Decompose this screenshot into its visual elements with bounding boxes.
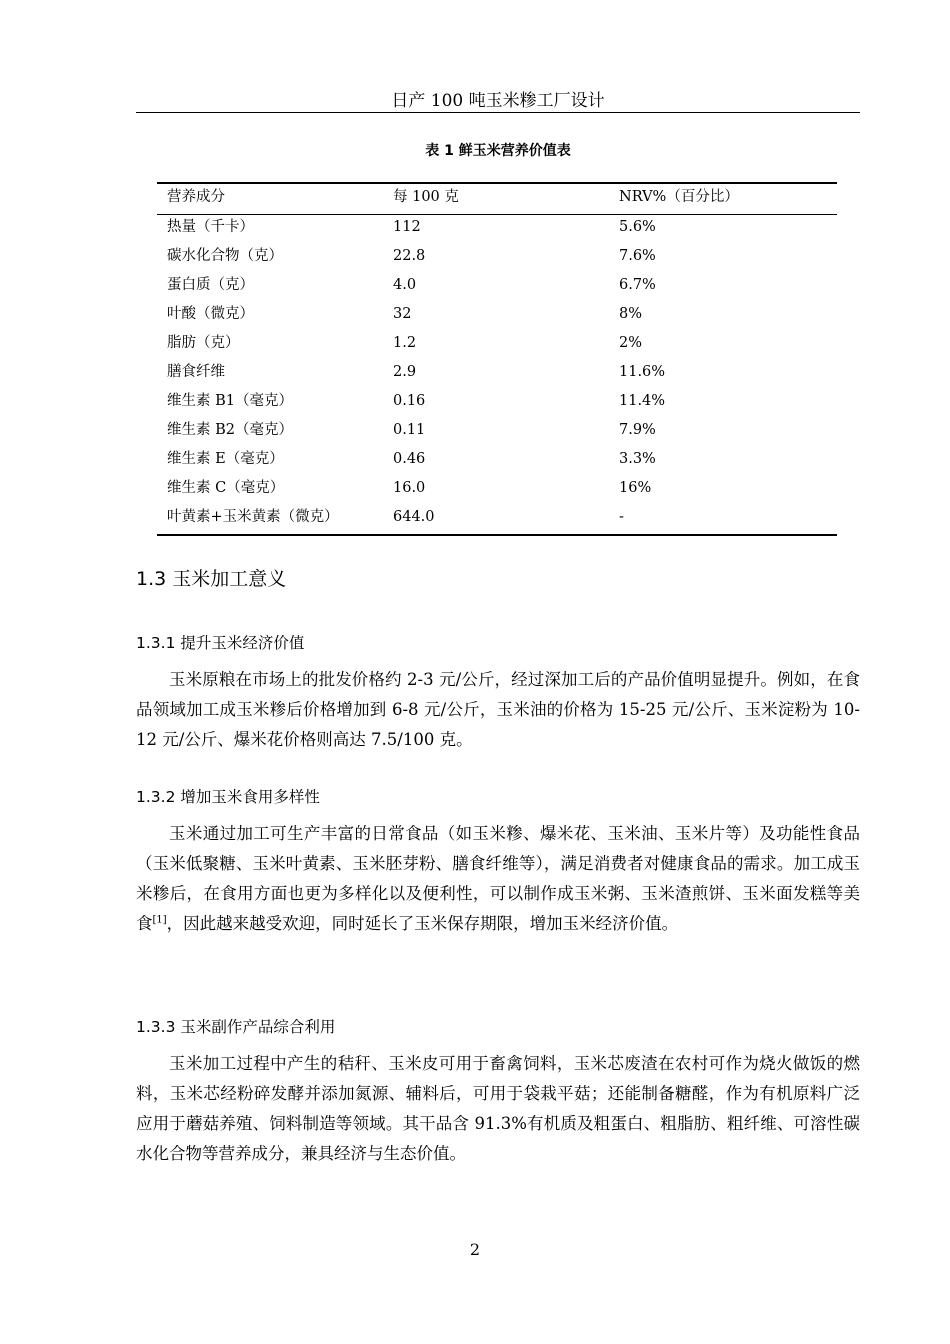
paragraph: 玉米加工过程中产生的秸秆、玉米皮可用于畜禽饲料，玉米芯废渣在农村可作为烧火做饭的燃料，玉米芯经粉碎发酵并添加氮源、辅料后，可用于袋栽平菇；还能制备糖醛，作为有机原料广泛应用于蘑菇养殖、饲料制造等领域。其干品含 91.3%有机质及粗蛋白、粗脂肪、粗纤维、可溶性碳水化合物等营养成分，兼具经济与生态价值。 [136, 1054, 860, 1163]
table-row [157, 331, 837, 360]
table-cell: 0.11 [393, 422, 426, 438]
table-row [157, 505, 837, 534]
table-cell: 8% [619, 306, 643, 322]
table-cell: 1.2 [393, 335, 417, 351]
citation: [1] [152, 914, 167, 926]
header-rule [136, 112, 860, 113]
nutrition-table [157, 182, 837, 536]
column-header: NRV%（百分比） [619, 189, 739, 205]
table-cell: 4.0 [393, 277, 417, 293]
table-cell: 维生素 B2（毫克） [167, 422, 293, 438]
table-row [157, 418, 837, 447]
paragraph [136, 819, 860, 939]
table-cell: 脂肪（克） [167, 335, 240, 351]
table-cell: 维生素 E（毫克） [167, 451, 284, 467]
column-header: 营养成分 [167, 189, 225, 205]
table-cell: 16.0 [393, 480, 426, 496]
subsection-heading: 1.3.1 提升玉米经济价值 [136, 634, 305, 652]
table-cell: 0.46 [393, 451, 426, 467]
table-cell: 0.16 [393, 393, 426, 409]
subsection-heading: 1.3.2 增加玉米食用多样性 [136, 788, 320, 806]
table-row [157, 244, 837, 273]
table-cell: 2% [619, 335, 643, 351]
table-row [157, 273, 837, 302]
table-cell: 16% [619, 480, 652, 496]
table-cell: 32 [393, 306, 412, 322]
table-row [157, 476, 837, 505]
table-cell: 叶黄素+玉米黄素（微克） [167, 509, 339, 525]
table-row [157, 360, 837, 389]
paragraph-text: ，因此越来越受欢迎，同时延长了玉米保存期限，增加玉米经济价值。 [166, 914, 679, 933]
table-cell: 热量（千卡） [167, 219, 254, 235]
table-cell: 碳水化合物（克） [167, 248, 283, 264]
table-caption: 表 1 鲜玉米营养价值表 [425, 143, 571, 159]
running-header: 日产 100 吨玉米糁工厂设计 [391, 91, 605, 111]
table-cell: 11.4% [619, 393, 666, 409]
paragraph-text: 玉米通过加工可生产丰富的日常食品（如玉米糁、爆米花、玉米油、玉米片等）及功能性食品（玉米低聚糖、玉米叶黄素、玉米胚芽粉、膳食纤维等），满足消费者对健康食品的需求。加工成玉米糁后，在食用方面也更为多样化以及便利性，可以制作成玉米粥、玉米渣煎饼、玉米面发糕等美食 [136, 824, 860, 933]
section-heading: 1.3 玉米加工意义 [136, 568, 287, 590]
table-cell: 644.0 [393, 509, 435, 525]
table-cell: 7.9% [619, 422, 656, 438]
table-cell: 22.8 [393, 248, 426, 264]
table-cell: 叶酸（微克） [167, 306, 254, 322]
table-row [157, 302, 837, 331]
column-header: 每 100 克 [393, 189, 459, 205]
table-cell: 2.9 [393, 364, 417, 380]
table-cell: 11.6% [619, 364, 666, 380]
table-cell: 112 [393, 219, 421, 235]
table-cell: 5.6% [619, 219, 656, 235]
table-row [157, 447, 837, 476]
table-cell: 3.3% [619, 451, 656, 467]
page-number: 2 [469, 1240, 481, 1259]
table-cell: 蛋白质（克） [167, 277, 254, 293]
subsection-heading: 1.3.3 玉米副作产品综合利用 [136, 1018, 336, 1036]
table-cell: 7.6% [619, 248, 656, 264]
table-row [157, 389, 837, 418]
table-cell: - [619, 509, 624, 525]
table-header-row [157, 184, 837, 215]
table-cell: 维生素 B1（毫克） [167, 393, 293, 409]
table-body [157, 215, 837, 534]
paragraph: 玉米原粮在市场上的批发价格约 2-3 元/公斤，经过深加工后的产品价值明显提升。例如，在食品领域加工成玉米糁后价格增加到 6-8 元/公斤，玉米油的价格为 15-25 元/公斤、玉米淀粉为 10-12 元/公斤、爆米花价格则高达 7.5/100 克。 [136, 670, 860, 749]
table-cell: 膳食纤维 [167, 364, 225, 380]
table-cell: 维生素 C（毫克） [167, 480, 285, 496]
table-cell: 6.7% [619, 277, 656, 293]
table-row [157, 215, 837, 244]
